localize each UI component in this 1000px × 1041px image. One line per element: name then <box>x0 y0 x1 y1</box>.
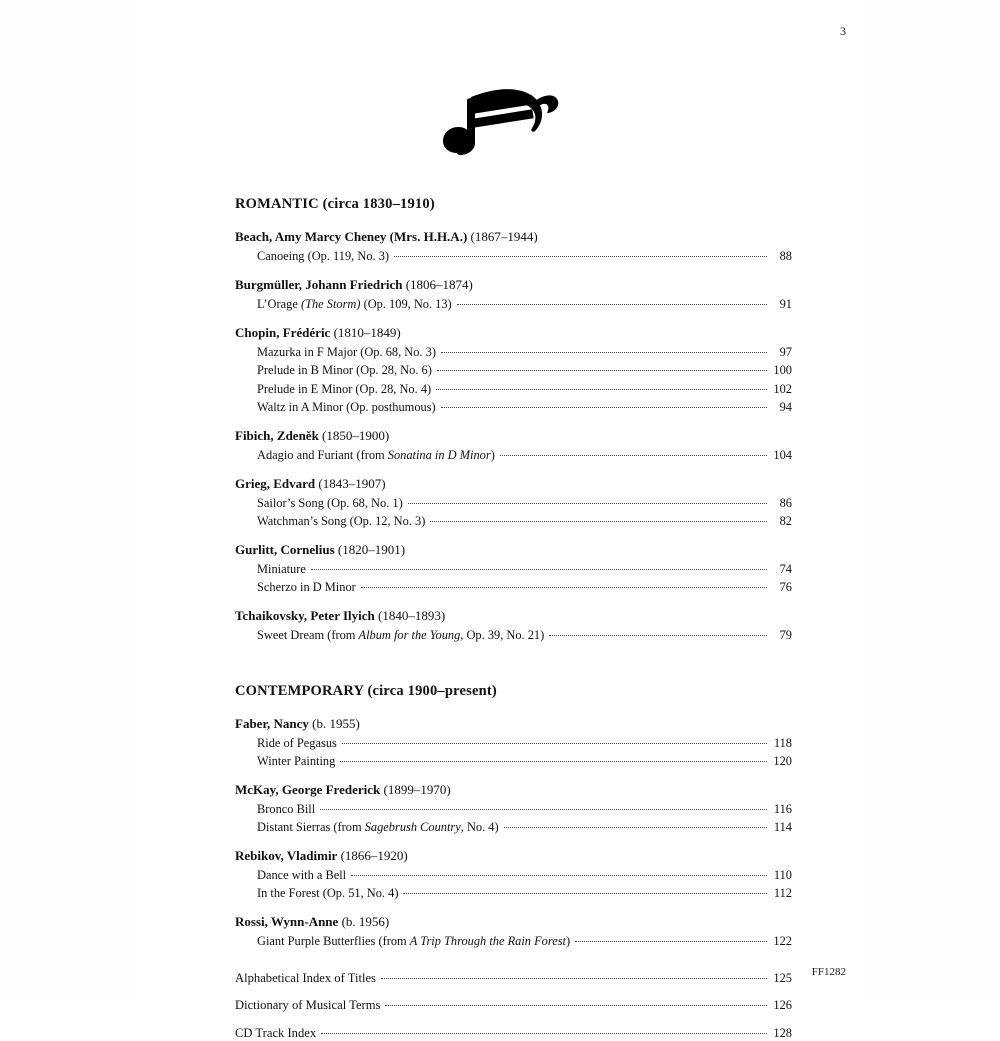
toc-entry[interactable] <box>257 736 792 751</box>
work-title-text: Giant Purple Butterflies (from <box>257 934 410 949</box>
toc-entry[interactable] <box>257 562 792 577</box>
work-page: 116 <box>773 801 792 816</box>
work-page: 114 <box>773 819 792 834</box>
composer-name: Chopin, Frédéric <box>235 325 331 341</box>
work-title <box>257 934 570 949</box>
leader-dots <box>500 455 767 456</box>
work-title: In the Forest (Op. 51, No. 4) <box>257 886 399 901</box>
composer-dates: (1899–1970) <box>383 781 451 797</box>
composer-dates: (1810–1849) <box>333 325 401 341</box>
leader-dots <box>504 827 767 828</box>
work-page: 97 <box>779 345 792 360</box>
work-title-suffix: (Op. 109, No. 13) <box>360 297 452 312</box>
composer-dates: (1806–1874) <box>405 277 473 293</box>
composer-heading <box>235 848 792 864</box>
composer-block <box>235 716 792 769</box>
composer-name: Rossi, Wynn-Anne <box>235 914 339 930</box>
composer-block <box>235 277 792 312</box>
back-matter-title: Dictionary of Musical Terms <box>235 998 381 1013</box>
work-page: 91 <box>779 297 792 312</box>
work-title-italic: Album for the Young <box>358 628 461 643</box>
composer-heading <box>235 782 792 798</box>
section-title: ROMANTIC (circa 1830–1910) <box>235 196 435 212</box>
work-title <box>257 820 499 835</box>
composer-name: Tchaikovsky, Peter Ilyich <box>235 608 375 624</box>
back-matter-title: CD Track Index <box>235 1025 317 1040</box>
toc-entry-back-matter[interactable] <box>235 971 792 986</box>
composer-dates: (1867–1944) <box>470 229 538 244</box>
toc-section-romantic <box>235 196 792 644</box>
work-title: Watchman’s Song (Op. 12, No. 3) <box>257 514 426 528</box>
toc-entry[interactable] <box>257 363 792 378</box>
composer-dates: (1843–1907) <box>318 475 386 491</box>
toc-entry[interactable] <box>257 934 792 949</box>
work-title-suffix: ) <box>565 934 571 949</box>
leader-dots <box>385 1005 767 1006</box>
work-page: 76 <box>779 580 792 595</box>
work-title-suffix: ) <box>490 447 495 462</box>
composer-block <box>235 914 792 949</box>
work-page: 86 <box>779 495 792 510</box>
double-eighth-note-flourish-icon <box>130 78 870 178</box>
work-page: 82 <box>779 514 792 528</box>
table-of-contents <box>235 196 792 1041</box>
leader-dots <box>575 941 767 942</box>
leader-dots <box>436 389 767 390</box>
work-title: Miniature <box>257 562 306 577</box>
leader-dots <box>351 875 767 876</box>
toc-entry[interactable] <box>257 754 792 769</box>
composer-heading <box>235 229 792 245</box>
leader-dots <box>340 761 767 762</box>
toc-entry-back-matter[interactable] <box>235 998 792 1013</box>
toc-entry[interactable] <box>257 628 792 643</box>
leader-dots <box>361 587 767 588</box>
work-title: Bronco Bill <box>257 801 316 816</box>
composer-dates: (1850–1900) <box>322 427 390 443</box>
work-page: 110 <box>773 868 792 882</box>
work-page: 100 <box>773 363 792 378</box>
toc-entry[interactable] <box>257 297 792 312</box>
toc-entry[interactable] <box>257 802 792 817</box>
composer-block <box>235 542 792 595</box>
toc-entry[interactable] <box>257 249 792 264</box>
leader-dots <box>441 407 767 408</box>
toc-section-contemporary <box>235 683 792 950</box>
work-title-italic: Sonatina in D Minor <box>387 447 491 462</box>
work-title: Mazurka in F Major (Op. 68, No. 3) <box>257 345 436 360</box>
composer-dates: (1820–1901) <box>337 542 406 558</box>
work-title: Winter Painting <box>257 753 336 768</box>
leader-dots <box>321 1033 767 1034</box>
composer-block <box>235 848 792 901</box>
work-title: Prelude in E Minor (Op. 28, No. 4) <box>257 381 432 396</box>
toc-entry[interactable] <box>257 886 792 901</box>
section-spacer <box>235 657 792 683</box>
composer-name: McKay, George Frederick <box>235 781 381 797</box>
page-margin-left <box>0 0 130 1000</box>
work-title-text: L’Orage <box>257 297 301 312</box>
work-title-text: Sweet Dream (from <box>257 628 359 643</box>
composer-block <box>235 608 792 643</box>
leader-dots <box>394 256 767 257</box>
toc-entry[interactable] <box>257 400 792 415</box>
work-title: Canoeing (Op. 119, No. 3) <box>257 249 390 263</box>
work-title-text: Adagio and Furiant (from <box>257 447 388 462</box>
back-matter-page: 128 <box>773 1025 792 1040</box>
leader-dots <box>457 304 767 305</box>
work-title-suffix: , No. 4) <box>460 819 499 834</box>
work-title-suffix: , Op. 39, No. 21) <box>460 628 545 643</box>
composer-name: Grieg, Edvard <box>235 475 316 491</box>
composer-block <box>235 428 792 463</box>
work-page: 122 <box>773 934 792 949</box>
composer-dates: (1866–1920) <box>340 848 408 863</box>
composer-heading <box>235 277 792 293</box>
leader-dots <box>430 521 767 522</box>
page-number: 3 <box>840 24 846 38</box>
composer-name: Burgmüller, Johann Friedrich <box>235 277 403 293</box>
toc-entry-back-matter[interactable] <box>235 1026 792 1041</box>
composer-heading <box>235 428 792 444</box>
toc-entry[interactable] <box>257 580 792 595</box>
work-title: Sailor’s Song (Op. 68, No. 1) <box>257 495 403 510</box>
toc-entry[interactable] <box>257 448 792 463</box>
work-page: 88 <box>779 249 792 263</box>
leader-dots <box>381 978 767 979</box>
work-page: 118 <box>773 735 792 750</box>
publisher-code: FF1282 <box>811 966 846 978</box>
work-page: 74 <box>779 562 792 577</box>
composer-dates: (b. 1955) <box>312 715 360 731</box>
composer-block <box>235 476 792 529</box>
composer-name: Rebikov, Vladimir <box>235 848 338 863</box>
toc-entry[interactable] <box>257 496 792 511</box>
composer-block <box>235 325 792 415</box>
back-matter-page: 125 <box>773 971 792 986</box>
document-page <box>130 0 870 1040</box>
leader-dots <box>403 893 767 894</box>
work-title: Dance with a Bell <box>257 868 347 882</box>
work-page: 112 <box>773 886 792 901</box>
leader-dots <box>549 635 767 636</box>
work-page: 102 <box>773 381 792 396</box>
leader-dots <box>437 370 767 371</box>
composer-heading <box>235 716 792 732</box>
leader-dots <box>408 503 767 504</box>
work-page: 79 <box>779 628 792 643</box>
composer-name: Fibich, Zdeněk <box>235 427 319 443</box>
composer-dates: (b. 1956) <box>341 914 390 930</box>
composer-heading <box>235 476 792 492</box>
composer-dates: (1840–1893) <box>378 608 446 624</box>
toc-entry[interactable] <box>257 820 792 835</box>
leader-dots <box>441 352 767 353</box>
back-matter-list <box>235 971 792 1040</box>
toc-entry[interactable] <box>257 345 792 360</box>
composer-heading <box>235 914 792 930</box>
work-title: Waltz in A Minor (Op. posthumous) <box>257 399 436 414</box>
work-title <box>257 297 452 312</box>
composer-heading <box>235 542 792 558</box>
toc-entry[interactable] <box>257 868 792 883</box>
toc-entry[interactable] <box>257 514 792 529</box>
composer-block <box>235 229 792 264</box>
composer-name: Gurlitt, Cornelius <box>235 542 335 558</box>
work-title <box>257 448 495 463</box>
work-page: 120 <box>773 753 792 768</box>
work-page: 94 <box>779 399 792 414</box>
leader-dots <box>311 569 767 570</box>
leader-dots <box>342 743 767 744</box>
back-matter-title: Alphabetical Index of Titles <box>235 971 376 986</box>
work-title-italic: A Trip Through the Rain Forest <box>409 934 566 949</box>
work-title-italic: Sagebrush Country <box>364 819 461 834</box>
work-title: Prelude in B Minor (Op. 28, No. 6) <box>257 363 432 378</box>
composer-name: Faber, Nancy <box>235 715 309 731</box>
leader-dots <box>320 809 767 810</box>
page-margin-right <box>870 0 1000 1000</box>
composer-block <box>235 782 792 835</box>
composer-name: Beach, Amy Marcy Cheney (Mrs. H.H.A.) <box>235 229 468 244</box>
work-page: 104 <box>773 447 792 462</box>
composer-heading <box>235 608 792 624</box>
back-matter-page: 126 <box>773 998 792 1013</box>
work-title: Ride of Pegasus <box>257 735 337 750</box>
work-title <box>257 628 544 643</box>
work-title-text: Distant Sierras (from <box>257 819 365 834</box>
composer-heading <box>235 325 792 341</box>
work-title: Scherzo in D Minor <box>257 580 356 595</box>
work-title-italic: (The Storm) <box>300 297 361 312</box>
section-title: CONTEMPORARY (circa 1900–present) <box>235 682 497 699</box>
toc-entry[interactable] <box>257 382 792 397</box>
